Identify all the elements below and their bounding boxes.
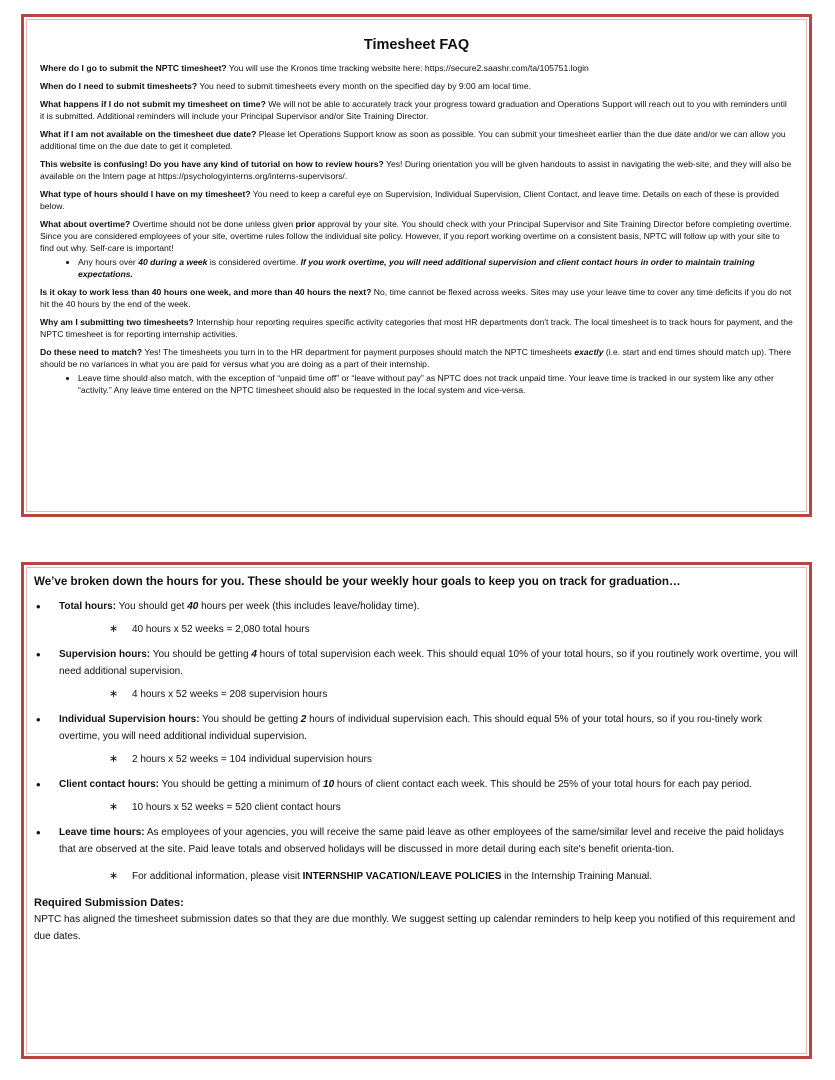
- hours-calc: [59, 621, 799, 638]
- list-item: [34, 646, 799, 703]
- hours-number: 4: [251, 649, 257, 660]
- faq-question: Is it okay to work less than 40 hours one week, and more than 40 hours the next?: [40, 287, 372, 297]
- faq-answer: Yes! The timesheets you turn in to the HR department for payment purposes should match the NPTC timesheets: [142, 347, 575, 357]
- hours-label: Leave time hours:: [59, 827, 145, 838]
- hours-text: hours of client contact each week. This should be 25% of your total hours for each pay period.: [334, 779, 752, 790]
- calc-text: For additional information, please visit: [132, 871, 303, 882]
- hours-text: hours per week (this includes leave/holiday time).: [198, 601, 420, 612]
- faq-answer-emphasis: exactly: [574, 347, 604, 357]
- hours-label: Supervision hours:: [59, 649, 151, 660]
- faq-answer: Internship hour reporting requires specific activity categories that most HR departments don't track. The local timesheet is to track hours for payment, and the NPTC timesheet is for reporting internship activities.: [40, 317, 793, 339]
- faq-question: When do I need to submit timesheets?: [40, 81, 198, 91]
- bullet-emphasis: 40 during a week: [138, 257, 208, 267]
- faq-list: [40, 62, 793, 396]
- list-item: [34, 598, 799, 638]
- calc-text: 10 hours x 52 weeks = 520 client contact hours: [132, 802, 341, 813]
- calc-text: 40 hours x 52 weeks = 2,080 total hours: [132, 624, 310, 635]
- calc-text: 4 hours x 52 weeks = 208 supervision hours: [132, 689, 328, 700]
- faq-item: [40, 128, 793, 152]
- hours-label: Client contact hours:: [59, 779, 160, 790]
- faq-question: This website is confusing! Do you have any kind of tutorial on how to review hours?: [40, 159, 384, 169]
- faq-question: What type of hours should I have on my timesheet?: [40, 189, 251, 199]
- faq-question: Where do I go to submit the NPTC timesheet?: [40, 63, 227, 73]
- faq-answer: Yes! During orientation you will be given handouts to assist in navigating the web-site, and they will also be available on the Intern page at https://psychologyinterns.org/interns-supervisors/.: [40, 159, 792, 181]
- hours-calc: [59, 686, 799, 703]
- faq-answer: approval by your site. You should check with your Principal Supervisor and Site Training Director before completing overtime. Since you are considered employees of your site, overtime rules follow the individual site policy. However, if you report working overtime on a consistent basis, NPTC will follow up with your site to find out why. Self-care is important!: [40, 219, 792, 253]
- faq-answer: No, time cannot be flexed across weeks. Sites may use your leave time to cover any time deficits if you do not hit the 40 hours by the end of the week.: [40, 287, 792, 309]
- hours-calc: [59, 868, 799, 885]
- bullet-emphasis: If you work overtime, you will need additional supervision and client contact hours in order to maintain training expectations.: [78, 257, 755, 279]
- bullet-text: is considered overtime.: [207, 257, 301, 267]
- faq-item: [40, 286, 793, 310]
- calc-text: in the Internship Training Manual.: [501, 871, 653, 882]
- hours-text: You should be getting: [150, 649, 252, 660]
- hours-text: You should get: [116, 601, 188, 612]
- calc-text: 2 hours x 52 weeks = 104 individual supervision hours: [132, 754, 372, 765]
- hours-number: 40: [187, 601, 199, 612]
- faq-item: [40, 316, 793, 340]
- timesheet-faq-panel: [21, 14, 812, 517]
- bullet-icon: •: [36, 777, 41, 792]
- faq-title: Timesheet FAQ: [363, 37, 470, 53]
- faq-question: What happens if I do not submit my timesheet on time?: [40, 99, 266, 109]
- faq-answer: You will use the Kronos time tracking website here: https://secure2.saashr.com/ta/105751.login: [226, 63, 589, 73]
- hours-calc: [59, 751, 799, 768]
- required-dates-heading: Required Submission Dates:: [34, 897, 184, 909]
- hours-number: 2: [300, 714, 307, 725]
- hours-heading: We’ve broken down the hours for you. These should be your weekly hour goals to keep you on track for graduation…: [34, 575, 681, 588]
- faq-answer: We will not be able to accurately track your progress toward graduation and Operations Support will reach out to you with reminders until it is submitted. Additional reminders will include your Principal Supervisor and/or Site Training Director.: [40, 99, 787, 121]
- bullet-icon: •: [36, 647, 41, 662]
- weekly-hours-panel: [21, 562, 812, 1059]
- hours-text: hours of total supervision each week. This should equal 10% of your total hours, so if you routinely work overtime, you will need additional supervision.: [59, 649, 798, 677]
- faq-question: What if I am not available on the timesheet due date?: [40, 129, 257, 139]
- bullet-icon: •: [36, 599, 41, 614]
- faq-answer: Overtime should not be done unless given: [130, 219, 296, 229]
- hours-text: hours of individual supervision each. This should equal 5% of your total hours, so if you rou-tinely work overtime, you will need additional individual supervision.: [59, 714, 762, 742]
- overtime-bullets: [40, 256, 793, 280]
- hours-calc: [59, 799, 799, 816]
- bullet-icon: •: [36, 825, 41, 840]
- list-item: [34, 711, 799, 768]
- hours-text: You should be getting a minimum of: [159, 779, 324, 790]
- asterisk-icon: ∗: [109, 801, 119, 813]
- asterisk-icon: ∗: [109, 623, 119, 635]
- list-item: [34, 824, 799, 885]
- hours-label: Individual Supervision hours:: [59, 714, 200, 725]
- faq-answer: (i.e. start and end times should match up). There should be no variances in what you are paid for versus what you are doing as a part of their internship.: [40, 347, 792, 369]
- hours-list: [34, 598, 799, 885]
- calc-emphasis: INTERNSHIP VACATION/LEAVE POLICIES: [302, 871, 502, 882]
- hours-number: 10: [323, 779, 335, 790]
- bullet-text: Any hours over: [78, 257, 139, 267]
- match-bullet: • Leave time should also match, with the exception of “unpaid time off” or “leave without pay” as NPTC does not track unpaid time. Your leave time is tracked in our system like any other “activity.” Any leave time entered on the NPTC timesheet should also be requested in the local system and vice-versa.: [78, 372, 793, 396]
- faq-answer: Please let Operations Support know as soon as possible. You can submit your timesheet earlier than the due date and/or we can allow you additional time on the due date to get it completed.: [40, 129, 786, 151]
- faq-item: [40, 80, 793, 92]
- hours-text: As employees of your agencies, you will receive the same paid leave as other employees of the same/similar level and receive the paid holidays that are observed at the site. Paid leave totals and observed holidays will be discussed in more detail during each site's benefit orienta-tion.: [59, 827, 784, 855]
- faq-question: Do these need to match?: [40, 347, 143, 357]
- faq-item-overtime: [40, 218, 793, 254]
- faq-item: [40, 62, 793, 74]
- list-item: [34, 776, 799, 816]
- bullet-icon: •: [36, 712, 41, 727]
- asterisk-icon: ∗: [109, 870, 119, 882]
- faq-answer: You need to submit timesheets every month on the specified day by 9:00 am local time.: [197, 81, 532, 91]
- hours-label: Total hours:: [59, 601, 117, 612]
- overtime-bullet: [78, 256, 793, 280]
- faq-item: [40, 98, 793, 122]
- hours-text: You should be getting: [199, 714, 301, 725]
- faq-answer-emphasis: prior: [295, 219, 316, 229]
- faq-question: What about overtime?: [40, 219, 131, 229]
- faq-item: [40, 158, 793, 182]
- faq-answer: You need to keep a careful eye on Supervision, Individual Supervision, Client Contact, and leave time. Details on each of these is provided below.: [40, 189, 779, 211]
- match-bullets: [40, 372, 793, 396]
- faq-item: [40, 188, 793, 212]
- faq-item-match: [40, 346, 793, 370]
- faq-question: Why am I submitting two timesheets?: [40, 317, 194, 327]
- asterisk-icon: ∗: [109, 688, 119, 700]
- required-dates-text: NPTC has aligned the timesheet submission dates so that they are due monthly. We suggest setting up calendar reminders to help keep you notified of this requirement and due dates.: [34, 914, 796, 942]
- asterisk-icon: ∗: [109, 753, 119, 765]
